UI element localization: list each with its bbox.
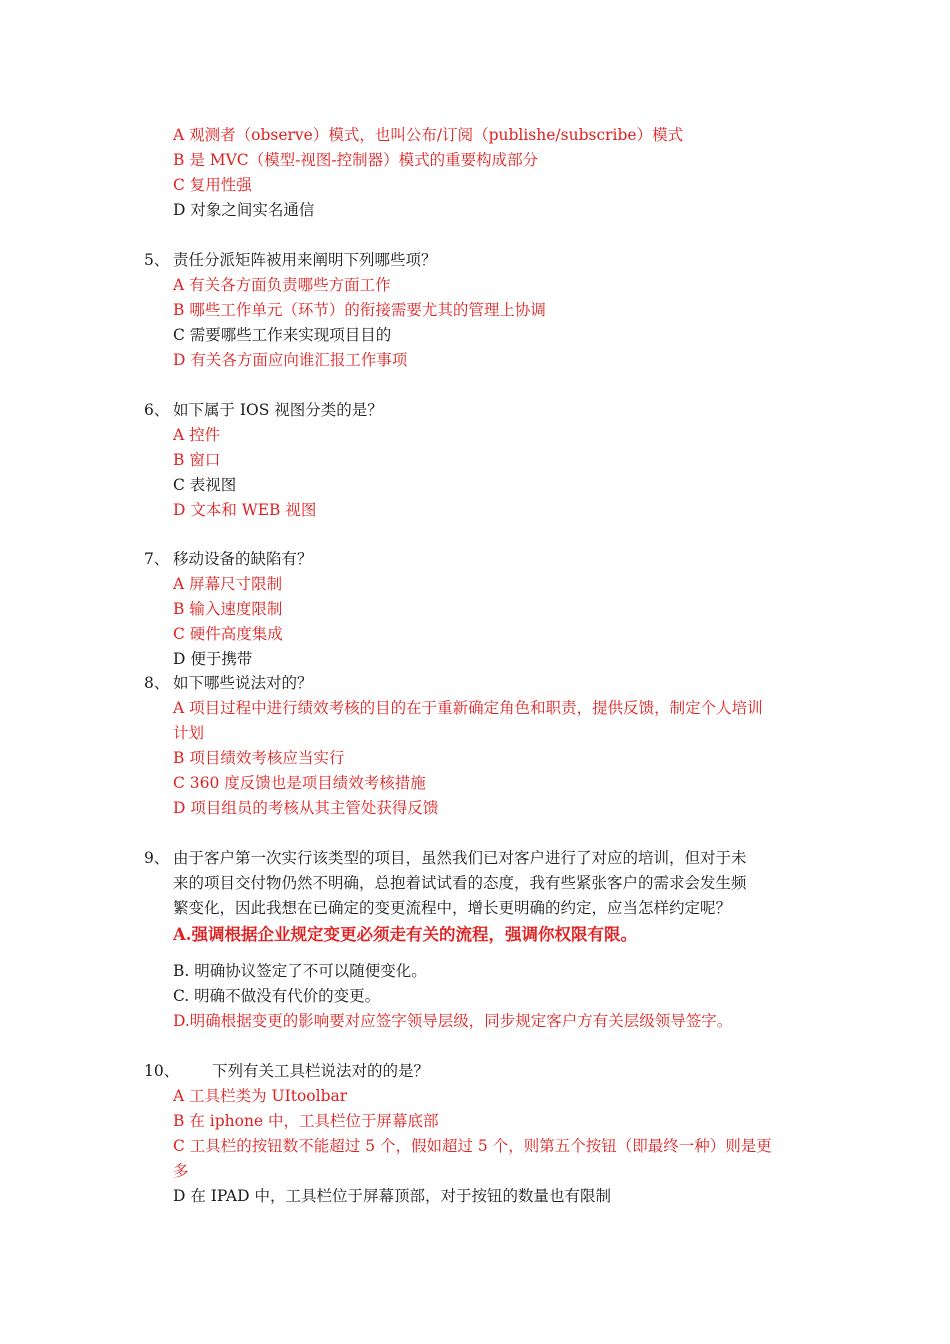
q9-option-a: A.强调根据企业规定变更必须走有关的流程，强调你权限有限。	[173, 925, 638, 944]
q9-option-c: C. 明确不做没有代价的变更。	[173, 987, 381, 1005]
q10-option-d: D 在 IPAD 中，工具栏位于屏幕顶部，对于按钮的数量也有限制	[173, 1187, 611, 1205]
q8-option-d: D 项目组员的考核从其主管处获得反馈	[173, 799, 439, 817]
q4-option-d: D 对象之间实名通信	[173, 201, 315, 219]
q4-option-a: A 观测者（observe）模式，也叫公布/订阅（publishe/subscribe）模式	[173, 126, 684, 144]
q5-number: 5、	[144, 251, 170, 269]
q9-option-b: B. 明确协议签定了不可以随便变化。	[173, 962, 427, 980]
q5-option-c: C 需要哪些工作来实现项目目的	[173, 326, 392, 344]
q5-option-b: B 哪些工作单元（环节）的衔接需要尤其的管理上协调	[173, 301, 546, 319]
q9-option-d: D.明确根据变更的影响要对应签字领导层级，同步规定客户方有关层级领导签字。	[173, 1012, 733, 1030]
q5-option-a: A 有关各方面负责哪些方面工作	[173, 276, 391, 294]
q8-option-a: A 项目过程中进行绩效考核的目的在于重新确定角色和职责，提供反馈，制定个人培训	[173, 699, 763, 717]
q5-option-d: D 有关各方面应向谁汇报工作事项	[173, 351, 408, 369]
q10-option-c: C 工具栏的按钮数不能超过 5 个，假如超过 5 个，则第五个按钮（即最终一种）则是更	[173, 1137, 772, 1155]
q9-question-line-2: 来的项目交付物仍然不明确，总抱着试试看的态度，我有些紧张客户的需求会发生频	[173, 874, 747, 892]
q9-question-line-1: 由于客户第一次实行该类型的项目，虽然我们已对客户进行了对应的培训，但对于未	[173, 849, 747, 867]
q7-option-c: C 硬件高度集成	[173, 625, 283, 643]
q9-number: 9、	[144, 849, 170, 867]
q8-option-b: B 项目绩效考核应当实行	[173, 749, 345, 767]
q4-option-b: B 是 MVC（模型-视图-控制器）模式的重要构成部分	[173, 151, 539, 169]
q5-question: 责任分派矩阵被用来阐明下列哪些项？	[173, 251, 437, 269]
q10-number: 10、	[144, 1062, 180, 1080]
q8-option-a-continued: 计划	[173, 724, 205, 742]
q6-option-a: A 控件	[173, 426, 221, 444]
q7-option-a: A 屏幕尺寸限制	[173, 575, 283, 593]
q10-option-a: A 工具栏类为 UItoolbar	[173, 1087, 348, 1105]
q8-number: 8、	[144, 674, 170, 692]
q8-option-c: C 360 度反馈也是项目绩效考核措施	[173, 774, 426, 792]
q6-option-c: C 表视图	[173, 476, 237, 494]
q10-question: 下列有关工具栏说法对的的是？	[212, 1062, 430, 1080]
q6-option-d: D 文本和 WEB 视图	[173, 501, 317, 519]
q6-option-b: B 窗口	[173, 451, 221, 469]
q7-option-d: D 便于携带	[173, 650, 253, 668]
q10-option-c-continued: 多	[173, 1162, 189, 1180]
q6-question: 如下属于 IOS 视图分类的是？	[173, 401, 383, 419]
q8-question: 如下哪些说法对的？	[173, 674, 313, 692]
q6-number: 6、	[144, 401, 170, 419]
q7-number: 7、	[144, 550, 170, 568]
q4-option-c: C 复用性强	[173, 176, 252, 194]
q9-question-line-3: 繁变化，因此我想在已确定的变更流程中，增长更明确的约定，应当怎样约定呢？	[173, 899, 732, 917]
q7-option-b: B 输入速度限制	[173, 600, 283, 618]
q7-question: 移动设备的缺陷有？	[173, 550, 313, 568]
q10-option-b: B 在 iphone 中，工具栏位于屏幕底部	[173, 1112, 439, 1130]
